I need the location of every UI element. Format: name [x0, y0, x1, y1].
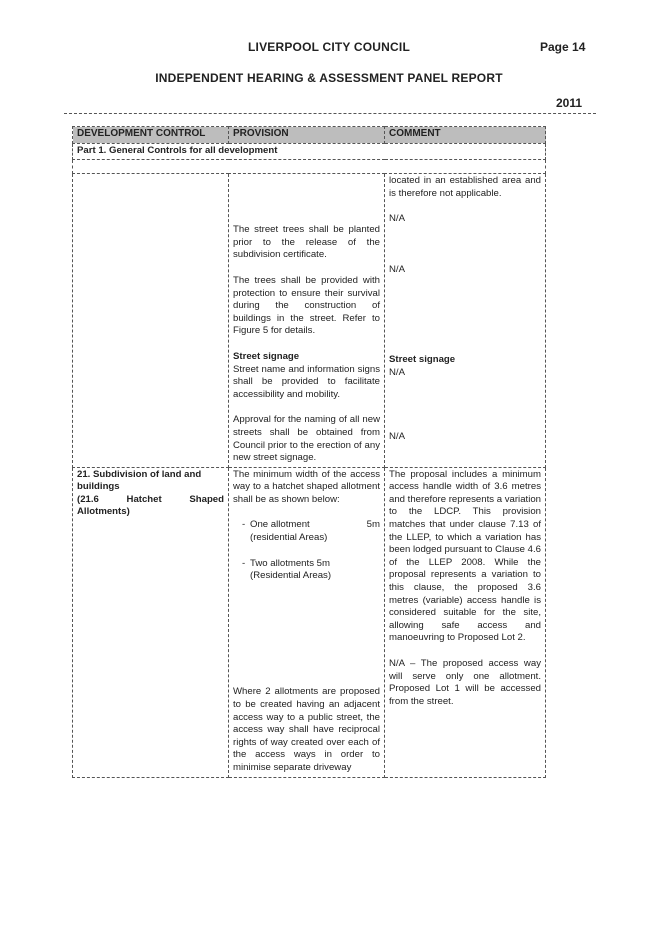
list-bullet: -: [242, 519, 246, 531]
list-item-note: (Residential Areas): [250, 570, 332, 582]
control-subtitle: [77, 494, 224, 507]
spacer-cell: [73, 160, 546, 174]
spacer-row: [73, 160, 546, 174]
comment-block: [389, 213, 541, 251]
council-name: LIVERPOOL CITY COUNCIL: [248, 40, 410, 54]
list-item: [242, 519, 380, 544]
comment-text: N/A – The proposed access way will serve only one allotment. Proposed Lot 1 will be accessed from the street.: [389, 658, 541, 707]
control-title: 21. Subdivision of land and buildings: [77, 468, 202, 493]
column-header-provision: PROVISION: [229, 127, 385, 144]
table-row: [73, 174, 546, 468]
provision-list: [233, 519, 380, 673]
provision-text: The minimum width of the access way to a hatchet shaped allotment shall be as shown below:: [233, 468, 380, 505]
provision-block: [233, 224, 380, 262]
provision-block: [233, 275, 380, 338]
control-cell: [73, 467, 229, 777]
provision-cell: [229, 467, 385, 777]
table-row: [73, 467, 546, 777]
table-header-row: [73, 127, 546, 144]
part-title: Part 1. General Controls for all development: [73, 143, 546, 160]
provision-cell: [229, 174, 385, 468]
list-item-label: Two allotments 5m: [250, 557, 330, 569]
control-subtitle-part: Shaped: [189, 493, 224, 505]
list-item-label: One allotment: [250, 519, 310, 531]
comment-text: The proposal includes a minimum access handle width of 3.6 metres and therefore represents a variation to the LDCP. This provision matches that under clause 7.13 of the LLEP, to which a variation has been lodged pursuant to Clause 4.6 of the LLEP 2008. While the proposal represents a variation to this clause, the proposed 3.6 metres (variable) access handle is considered suitable for the site, allowing safe access and manoeuvring to Proposed Lot 2.: [389, 468, 542, 644]
comment-text: N/A: [389, 366, 405, 378]
comment-block: [389, 658, 541, 708]
comment-text: located in an established area and is therefore not applicable.: [389, 175, 541, 199]
provision-block: [233, 414, 380, 464]
list-item-note: (residential Areas): [250, 532, 328, 544]
comment-cell: [385, 467, 546, 777]
comment-block: [389, 175, 541, 200]
comment-text: N/A: [389, 213, 405, 225]
part-title-row: [73, 143, 546, 160]
comment-cell: [385, 174, 546, 468]
comment-heading: Street signage: [389, 354, 456, 366]
report-title: INDEPENDENT HEARING & ASSESSMENT PANEL REPORT: [155, 71, 503, 85]
control-subtitle-part: Hatchet: [126, 493, 162, 505]
provision-block: [233, 351, 380, 401]
comment-block: [389, 469, 541, 645]
provision-text: Approval for the naming of all new streets shall be obtained from Council prior to the erection of any new street signage.: [233, 414, 380, 464]
column-header-comment: COMMENT: [385, 127, 546, 144]
provision-spacer: [233, 175, 380, 214]
control-subtitle-part: (21.6: [77, 493, 99, 505]
provision-text: Street name and information signs shall be provided to facilitate accessibility and mobility.: [233, 363, 380, 400]
comment-text: N/A: [389, 431, 405, 443]
provision-text: The trees shall be provided with protection to ensure their survival during the construction of buildings in the street. Refer to Figure 5 for details.: [233, 274, 380, 337]
column-header-development-control: DEVELOPMENT CONTROL: [73, 127, 229, 144]
list-item: [242, 558, 380, 583]
control-subtitle-end: Allotments): [77, 506, 130, 518]
list-bullet: -: [242, 557, 246, 569]
provision-text: The street trees shall be planted prior to the release of the subdivision certificate.: [233, 224, 380, 261]
comment-text: N/A: [389, 264, 405, 276]
comment-block: [389, 354, 541, 418]
provision-text: Where 2 allotments are proposed to be created having an adjacent access way to a public street, the access way shall have reciprocal rights of way created over each of the access ways in order to minimise separate driveway: [233, 686, 380, 774]
comment-block: [389, 431, 541, 444]
control-cell-empty: [73, 174, 229, 468]
header-divider: [64, 113, 596, 114]
provision-block: [233, 469, 380, 507]
development-control-table: [72, 126, 546, 778]
list-item-value: 5m: [366, 519, 380, 531]
provision-block: [233, 686, 380, 774]
page-number: Page 14: [540, 40, 586, 54]
report-year: 2011: [556, 96, 583, 110]
provision-heading: Street signage: [233, 350, 300, 362]
comment-block: [389, 264, 541, 341]
